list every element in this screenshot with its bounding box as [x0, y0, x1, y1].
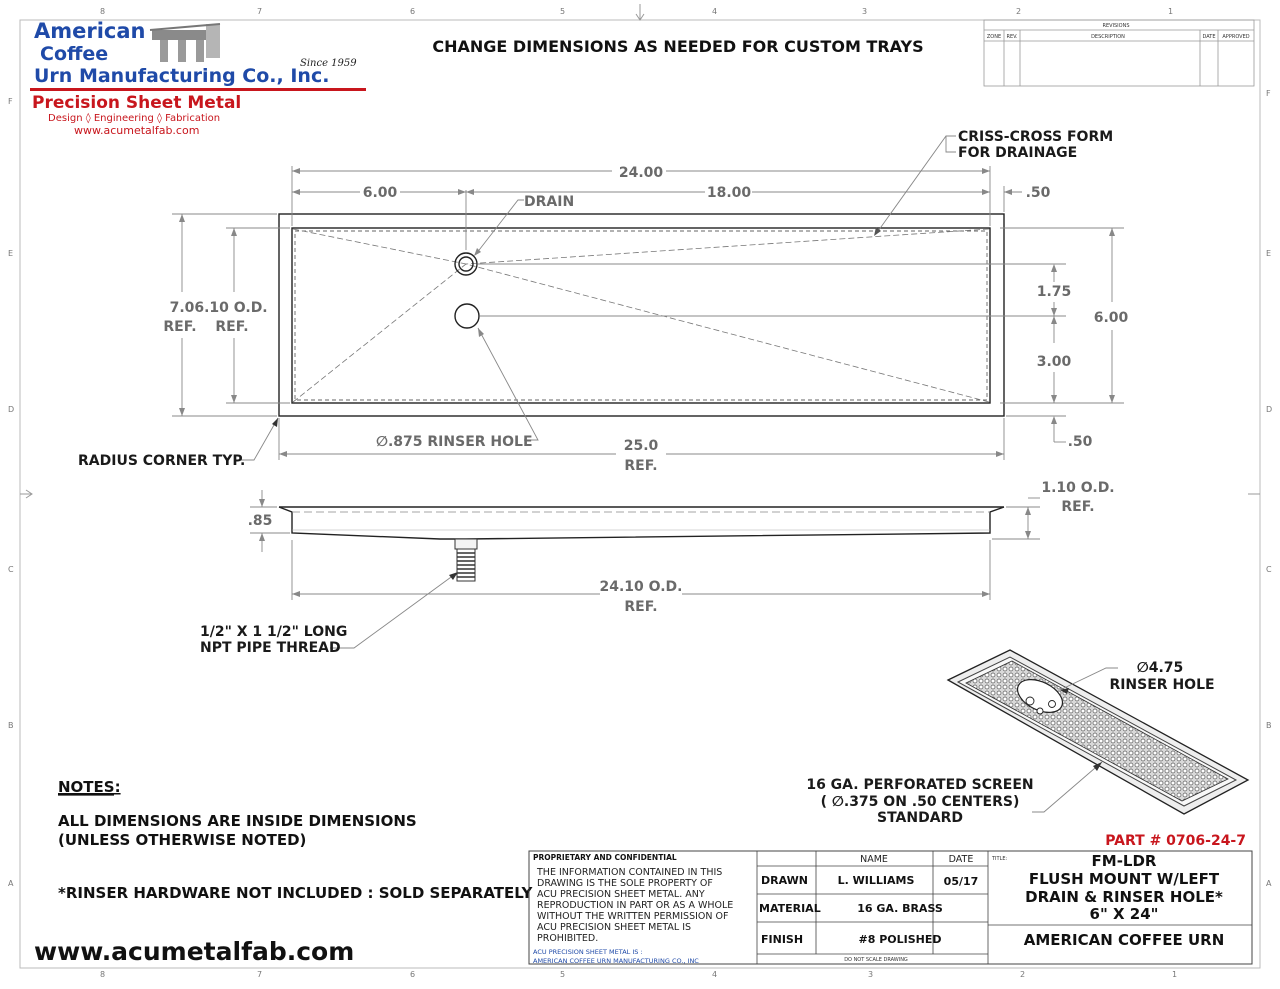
zone-letter: A: [8, 879, 14, 888]
title-label: TITLE:: [992, 856, 1008, 862]
date-header: DATE: [948, 854, 974, 865]
zone-number: 5: [560, 970, 566, 979]
notes-heading: NOTES:: [58, 778, 121, 796]
logo-since: Since 1959: [300, 58, 357, 69]
logo-services: Design ◊ Engineering ◊ Fabrication: [48, 113, 221, 124]
title-block: [529, 851, 1252, 965]
notes-line1: ALL DIMENSIONS ARE INSIDE DIMENSIONS: [58, 812, 417, 830]
proprietary-line: DRAWING IS THE SOLE PROPERTY OF: [537, 878, 713, 889]
zone-number: 1: [1168, 7, 1174, 16]
dim-24-10-od: 24.10 O.D.: [599, 579, 683, 595]
logo-line3: Urn Manufacturing Co., Inc.: [34, 65, 330, 87]
header-note: CHANGE DIMENSIONS AS NEEDED FOR CUSTOM TRAYS: [432, 37, 924, 56]
criss-cross-callout-2: FOR DRAINAGE: [958, 145, 1078, 161]
screen-label-2: ( ∅.375 ON .50 CENTERS): [820, 794, 1020, 810]
drain-label: DRAIN: [524, 194, 575, 210]
screen-label-1: 16 GA. PERFORATED SCREEN: [806, 777, 1034, 793]
part-number: PART # 0706-24-7: [1105, 833, 1246, 849]
criss-cross-lines: [293, 229, 989, 402]
dim-6-10-od: 6.10 O.D.: [194, 300, 268, 316]
logo-tagline: Precision Sheet Metal: [32, 93, 242, 113]
zone-number: 6: [410, 970, 416, 979]
rev-col-approved: APPROVED: [1222, 34, 1250, 40]
title-line-3: DRAIN & RINSER HOLE*: [1025, 888, 1223, 906]
proprietary-line: PROHIBITED.: [537, 933, 599, 944]
zone-letters-left: [8, 97, 14, 888]
tray-inner-outline: [292, 228, 990, 403]
dim-1-10-ref: REF.: [1061, 499, 1095, 515]
pipe-thread: [457, 549, 475, 581]
dim-6-00-width: 6.00: [1093, 310, 1129, 326]
zone-letter: C: [8, 565, 14, 574]
logo-line1: American: [34, 19, 146, 43]
rev-col-description: DESCRIPTION: [1091, 34, 1125, 40]
urn-faucet-icon: [150, 24, 220, 62]
finish-label: FINISH: [761, 933, 804, 946]
title-line-4: 6" X 24": [1089, 905, 1159, 923]
logo-divider: [30, 88, 366, 91]
radius-corner-label: RADIUS CORNER TYP.: [78, 453, 246, 469]
zone-numbers-bottom: [100, 970, 1177, 979]
name-header: NAME: [860, 854, 888, 865]
dim-3-00: 3.00: [1036, 354, 1072, 370]
material-value: 16 GA. BRASS: [857, 902, 943, 915]
dim-25-0: 25.0: [623, 438, 659, 454]
zone-number: 8: [100, 970, 106, 979]
zone-number: 4: [712, 970, 718, 979]
dim-7-0: 7.0: [169, 300, 195, 316]
logo-line2: Coffee: [40, 43, 109, 65]
notes-line3: *RINSER HARDWARE NOT INCLUDED : SOLD SEPARATELY: [58, 884, 533, 902]
logo-url: www.acumetalfab.com: [74, 124, 200, 137]
drawn-label: DRAWN: [761, 874, 808, 887]
zone-number: 5: [560, 7, 566, 16]
acu-footer-2: AMERICAN COFFEE URN MANUFACTURING CO., INC: [533, 957, 699, 965]
proprietary-line: REPRODUCTION IN PART OR AS A WHOLE: [537, 900, 734, 911]
drawn-name: L. WILLIAMS: [837, 874, 915, 887]
dim-bottom-flange: .50: [1067, 434, 1093, 450]
acu-footer-1: ACU PRECISION SHEET METAL IS :: [533, 948, 643, 956]
iso-rinser-small-hole-1: [1026, 697, 1034, 705]
zone-number: 1: [1172, 970, 1178, 979]
dim-18-00: 18.00: [706, 185, 752, 201]
zone-number: 3: [862, 7, 868, 16]
company-logo: [30, 19, 366, 137]
screen-label-3: STANDARD: [877, 810, 963, 826]
dim-24-00: 24.00: [618, 165, 664, 181]
material-label: MATERIAL: [759, 902, 821, 915]
zone-letter: B: [8, 721, 14, 730]
iso-view: [806, 650, 1248, 826]
dim-right-flange: .50: [1025, 185, 1051, 201]
pipe-thread-label-2: NPT PIPE THREAD: [200, 640, 341, 656]
rev-col-rev: REV.: [1006, 34, 1018, 40]
drawn-date: 05/17: [943, 875, 979, 888]
revisions-title: REVISIONS: [1102, 23, 1130, 29]
dim-7-0-ref: REF.: [163, 319, 197, 335]
finish-value: #8 POLISHED: [858, 933, 942, 946]
criss-cross-callout-1: CRISS-CROSS FORM: [958, 129, 1114, 145]
zone-letter: E: [1266, 249, 1272, 258]
proprietary-line: WITHOUT THE WRITTEN PERMISSION OF: [537, 911, 729, 922]
zone-number: 6: [410, 7, 416, 16]
dim-6-10-ref: REF.: [215, 319, 249, 335]
zone-letter: E: [8, 249, 14, 258]
title-line-1: FM-LDR: [1091, 852, 1157, 870]
notes-line2: (UNLESS OTHERWISE NOTED): [58, 831, 307, 849]
rinser-hole-label: ∅.875 RINSER HOLE: [376, 434, 533, 450]
zone-letter: C: [1266, 565, 1272, 574]
zone-letter: F: [1266, 89, 1271, 98]
dim-1-10-od: 1.10 O.D.: [1041, 480, 1115, 496]
revisions-table: [984, 20, 1254, 86]
drain-fitting: [455, 539, 477, 549]
rinser-hole: [455, 304, 479, 328]
title-line-2: FLUSH MOUNT W/LEFT: [1028, 870, 1220, 888]
zone-letter: B: [1266, 721, 1272, 730]
do-not-scale: DO NOT SCALE DRAWING: [844, 957, 908, 963]
zone-letter: A: [1266, 879, 1272, 888]
tray-outer-outline: [279, 214, 1004, 416]
top-view: [78, 129, 1129, 474]
zone-letter: D: [1266, 405, 1273, 414]
pipe-thread-label-1: 1/2" X 1 1/2" LONG: [200, 624, 348, 640]
dim-25-0-ref: REF.: [624, 458, 658, 474]
zone-number: 7: [257, 970, 263, 979]
zone-number: 4: [712, 7, 718, 16]
zone-number: 7: [257, 7, 263, 16]
proprietary-line: ACU PRECISION SHEET METAL. ANY: [537, 889, 705, 900]
iso-drain-hole: [1037, 708, 1043, 714]
dim-24-10-ref: REF.: [624, 599, 658, 615]
proprietary-line: ACU PRECISION SHEET METAL IS: [537, 922, 692, 933]
iso-rinser-label-2: RINSER HOLE: [1109, 677, 1215, 693]
tray-inner-bend: [295, 231, 987, 400]
proprietary-line: THE INFORMATION CONTAINED IN THIS: [537, 867, 723, 878]
iso-rinser-label-1: ∅4.75: [1136, 660, 1184, 676]
iso-rinser-small-hole-2: [1049, 701, 1056, 708]
rev-col-date: DATE: [1202, 34, 1216, 40]
website-footer: www.acumetalfab.com: [34, 937, 355, 966]
dim-1-75: 1.75: [1036, 284, 1072, 300]
zone-letter: F: [8, 97, 13, 106]
zone-number: 2: [1020, 970, 1026, 979]
dim-6-00-left: 6.00: [362, 185, 398, 201]
zone-letter: D: [8, 405, 15, 414]
title-company: AMERICAN COFFEE URN: [1023, 931, 1225, 949]
zone-letters-right: [1266, 89, 1272, 888]
zone-number: 8: [100, 7, 106, 16]
zone-number: 2: [1016, 7, 1022, 16]
proprietary-heading: PROPRIETARY AND CONFIDENTIAL: [533, 853, 677, 862]
dim-0-85: .85: [247, 513, 273, 529]
notes: [34, 778, 533, 966]
side-view: [200, 480, 1115, 656]
rev-col-zone: ZONE: [986, 34, 1002, 40]
zone-number: 3: [868, 970, 874, 979]
